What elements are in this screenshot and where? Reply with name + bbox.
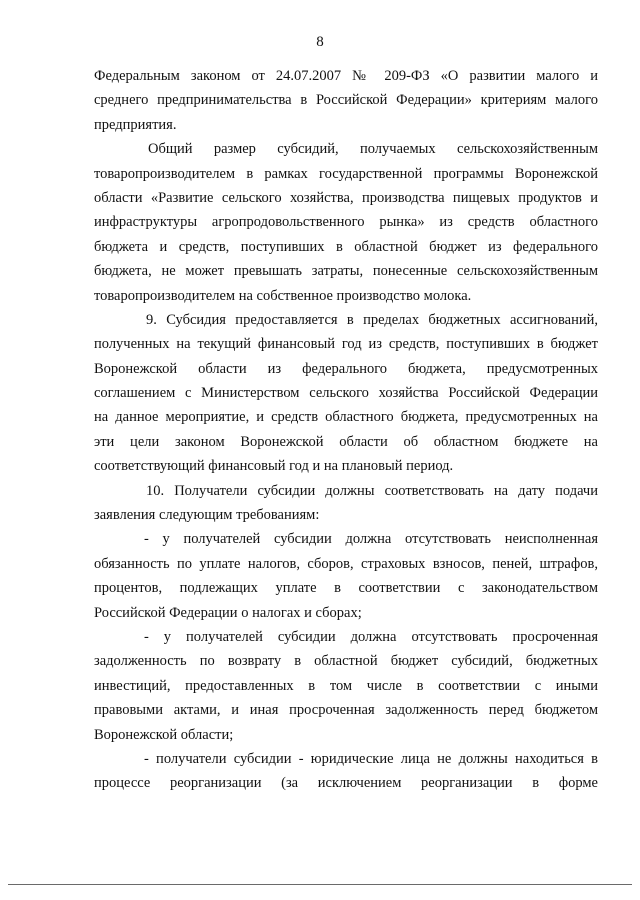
text-line: соглашением с Министерством сельского хозяйства Российской Федерации bbox=[94, 385, 598, 402]
text-line: обязанность по уплате налогов, сборов, страховых взносов, пеней, штрафов, bbox=[94, 555, 598, 572]
page-number: 8 bbox=[316, 34, 324, 50]
text-line: эти цели законом Воронежской области об областном бюджете на bbox=[94, 433, 598, 450]
text-line: на данное мероприятие, и средств областного бюджета, предусмотренных на bbox=[94, 409, 598, 426]
text-line: товаропроизводителем в рамках государственной программы Воронежской bbox=[94, 165, 598, 182]
page-bottom-divider bbox=[8, 884, 632, 885]
list-item-first-line: - получатели субсидии - юридические лица не должны находиться в bbox=[144, 750, 598, 767]
document-body bbox=[94, 64, 598, 796]
list-item-first-line: - у получателей субсидии должна отсутствовать просроченная bbox=[144, 628, 598, 645]
text-line: инфраструктуры агропродовольственного рынка» из средств областного bbox=[94, 214, 598, 231]
text-line: Федеральным законом от 24.07.2007 № 209-ФЗ «О развитии малого и bbox=[94, 68, 598, 84]
text-line: инвестиций, предоставленных в том числе в соответствии с иными bbox=[94, 677, 598, 694]
list-item-first-line: - у получателей субсидии должна отсутствовать неисполненная bbox=[144, 531, 598, 548]
paragraph-first-line: 10. Получатели субсидии должны соответствовать на дату подачи bbox=[146, 482, 598, 499]
text-line: полученных на текущий финансовый год из средств, поступивших в бюджет bbox=[94, 336, 598, 353]
text-line: бюджета и средств, поступивших в областной бюджет из федерального bbox=[94, 238, 598, 255]
text-line: предприятия. bbox=[94, 116, 177, 133]
text-line: области «Развитие сельского хозяйства, производства пищевых продуктов и bbox=[94, 189, 598, 206]
text-line: правовыми актами, и иная просроченная задолженность перед бюджетом bbox=[94, 702, 598, 719]
paragraph-first-line: 9. Субсидия предоставляется в пределах бюджетных ассигнований, bbox=[146, 311, 598, 328]
text-line: Воронежской области; bbox=[94, 726, 234, 743]
text-line: соответствующий финансовый год и на плановый период. bbox=[94, 458, 454, 475]
text-line: Российской Федерации о налогах и сборах; bbox=[94, 604, 362, 621]
text-line: товаропроизводителем на собственное производство молока. bbox=[94, 287, 472, 304]
text-line: бюджета, не может превышать затраты, понесенные сельскохозяйственным bbox=[94, 263, 598, 280]
paragraph-first-line: Общий размер субсидий, получаемых сельскохозяйственным bbox=[148, 141, 598, 158]
text-line: Воронежской области из федерального бюджета, предусмотренных bbox=[94, 360, 598, 377]
text-line: процентов, подлежащих уплате в соответствии с законодательством bbox=[94, 580, 598, 597]
text-line: задолженность по возврату в областной бюджет субсидий, бюджетных bbox=[94, 653, 598, 670]
text-line: заявления следующим требованиям: bbox=[94, 507, 320, 524]
text-line: процессе реорганизации (за исключением реорганизации в форме bbox=[94, 775, 598, 792]
text-line: среднего предпринимательства в Российской Федерации» критериям малого bbox=[94, 92, 598, 109]
